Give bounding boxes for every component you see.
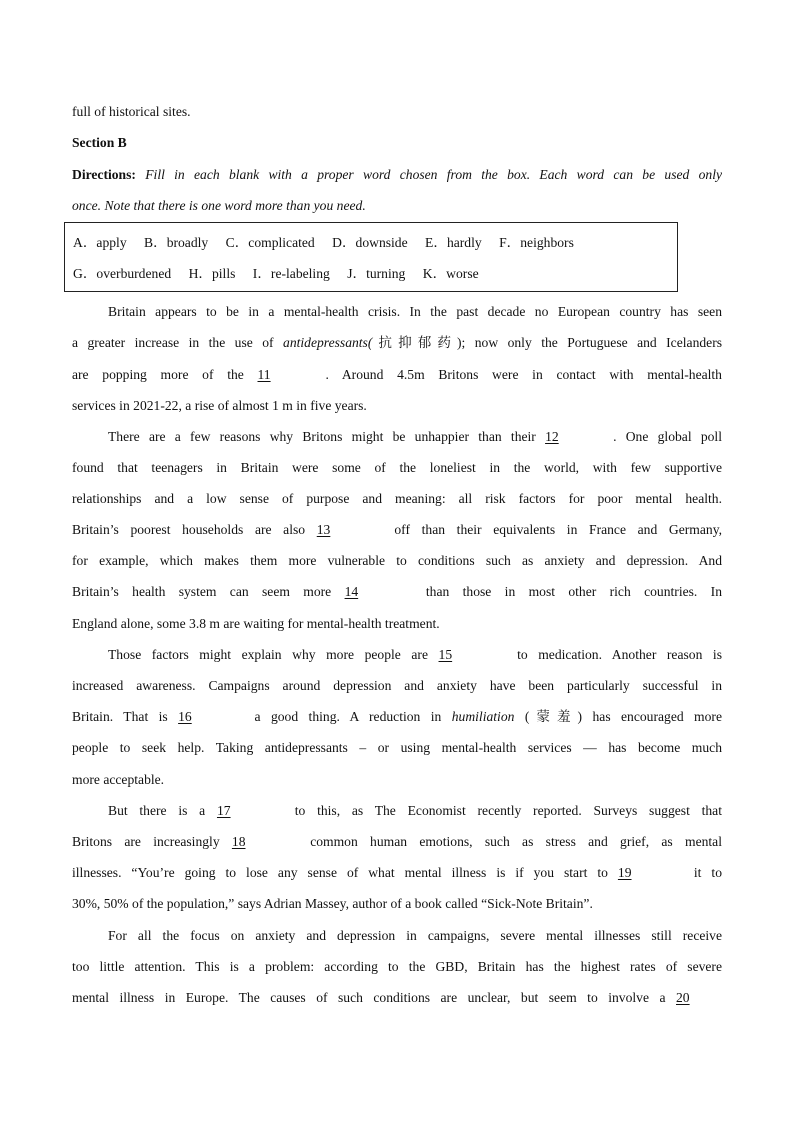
p2-line-7: England alone, some 3.8 m are waiting for mental-health treatment. <box>72 616 440 631</box>
blank-11[interactable]: 11 <box>257 367 271 382</box>
blank-16[interactable]: 16 <box>178 709 192 724</box>
blank-13[interactable]: 13 <box>316 522 331 537</box>
option-c: C．complicated <box>225 235 315 250</box>
blank-17[interactable]: 17 <box>216 803 231 818</box>
p4-line-3: illnesses. “You’re going to lose any sense of what mental illness is if you start to 19 it to <box>72 865 722 880</box>
section-title: Section B <box>72 135 127 150</box>
p4-line-4: 30%, 50% of the population,” says Adrian Massey, author of a book called “Sick-Note Britain”. <box>72 896 593 911</box>
p4-line-1: But there is a 17 to this, as The Economist recently reported. Surveys suggest that <box>108 803 722 818</box>
option-k: K．worse <box>422 266 479 281</box>
p3-line-1: Those factors might explain why more people are 15 to medication. Another reason is <box>108 647 722 662</box>
p1-line-2: a greater increase in the use of antidepressants(抗抑郁药); now only the Portuguese and Icelanders <box>72 335 723 350</box>
directions-label: Directions: <box>72 167 136 182</box>
option-d: D．downside <box>332 235 408 250</box>
word-bank-row-1 <box>73 234 588 252</box>
p3-line-2: increased awareness. Campaigns around depression and anxiety have been particularly successful in <box>72 678 722 693</box>
carryover-line: full of historical sites. <box>72 104 191 119</box>
p3-line-3: Britain. That is 16 a good thing. A reduction in humiliation (蒙羞) has encouraged more <box>72 709 722 724</box>
p2-line-2: found that teenagers in Britain were some of the loneliest in the world, with few supportive <box>72 460 722 475</box>
directions-line-1 <box>72 166 722 184</box>
p2-line-5: for example, which makes them more vulnerable to conditions such as anxiety and depression. And <box>72 553 722 568</box>
p2-line-6: Britain’s health system can seem more 14 than those in most other rich countries. In <box>72 584 722 599</box>
p1-line-4: services in 2021-22, a rise of almost 1 m in five years. <box>72 398 367 413</box>
p1-line-1: Britain appears to be in a mental-health crisis. In the past decade no European country has seen <box>108 304 722 319</box>
blank-18[interactable]: 18 <box>231 834 246 849</box>
option-h: H．pills <box>188 266 236 281</box>
option-b: B．broadly <box>144 235 209 250</box>
blank-14[interactable]: 14 <box>344 584 359 599</box>
p2-line-1: There are a few reasons why Britons might be unhappier than their 12 . One global poll <box>108 429 722 444</box>
blank-15[interactable]: 15 <box>438 647 453 662</box>
p4-line-2: Britons are increasingly 18 common human emotions, such as stress and grief, as mental <box>72 834 722 849</box>
blank-20[interactable]: 20 <box>676 990 690 1005</box>
option-i: I．re-labeling <box>252 266 330 281</box>
p5-line-1: For all the focus on anxiety and depression in campaigns, severe mental illnesses still receive <box>108 928 722 943</box>
p3-line-4: people to seek help. Taking antidepressants – or using mental-health services — has become much <box>72 740 722 755</box>
word-bank-row-2 <box>73 265 493 283</box>
word-bank-box <box>64 222 678 292</box>
option-f: F．neighbors <box>499 235 574 250</box>
option-a: A．apply <box>73 235 127 250</box>
blank-12[interactable]: 12 <box>545 429 559 444</box>
directions-line-2: once. Note that there is one word more than you need. <box>72 198 366 213</box>
option-g: G．overburdened <box>73 266 172 281</box>
p5-line-3: mental illness in Europe. The causes of such conditions are unclear, but seem to involve a 20 <box>72 989 722 1007</box>
blank-19[interactable]: 19 <box>617 865 632 880</box>
p3-line-5: more acceptable. <box>72 772 165 787</box>
p2-line-4: Britain’s poorest households are also 13 off than their equivalents in France and Germany, <box>72 522 723 537</box>
p2-line-3: relationships and a low sense of purpose and meaning: all risk factors for poor mental health. <box>72 491 722 506</box>
directions-text-1: Fill in each blank with a proper word chosen from the box. Each word can be used only <box>145 167 723 182</box>
option-e: E．hardly <box>425 235 482 250</box>
p1-line-3: are popping more of the 11 . Around 4.5m Britons were in contact with mental-health <box>72 367 722 382</box>
p5-line-2: too little attention. This is a problem: according to the GBD, Britain has the highest rates of severe <box>72 959 722 974</box>
option-j: J．turning <box>347 266 406 281</box>
